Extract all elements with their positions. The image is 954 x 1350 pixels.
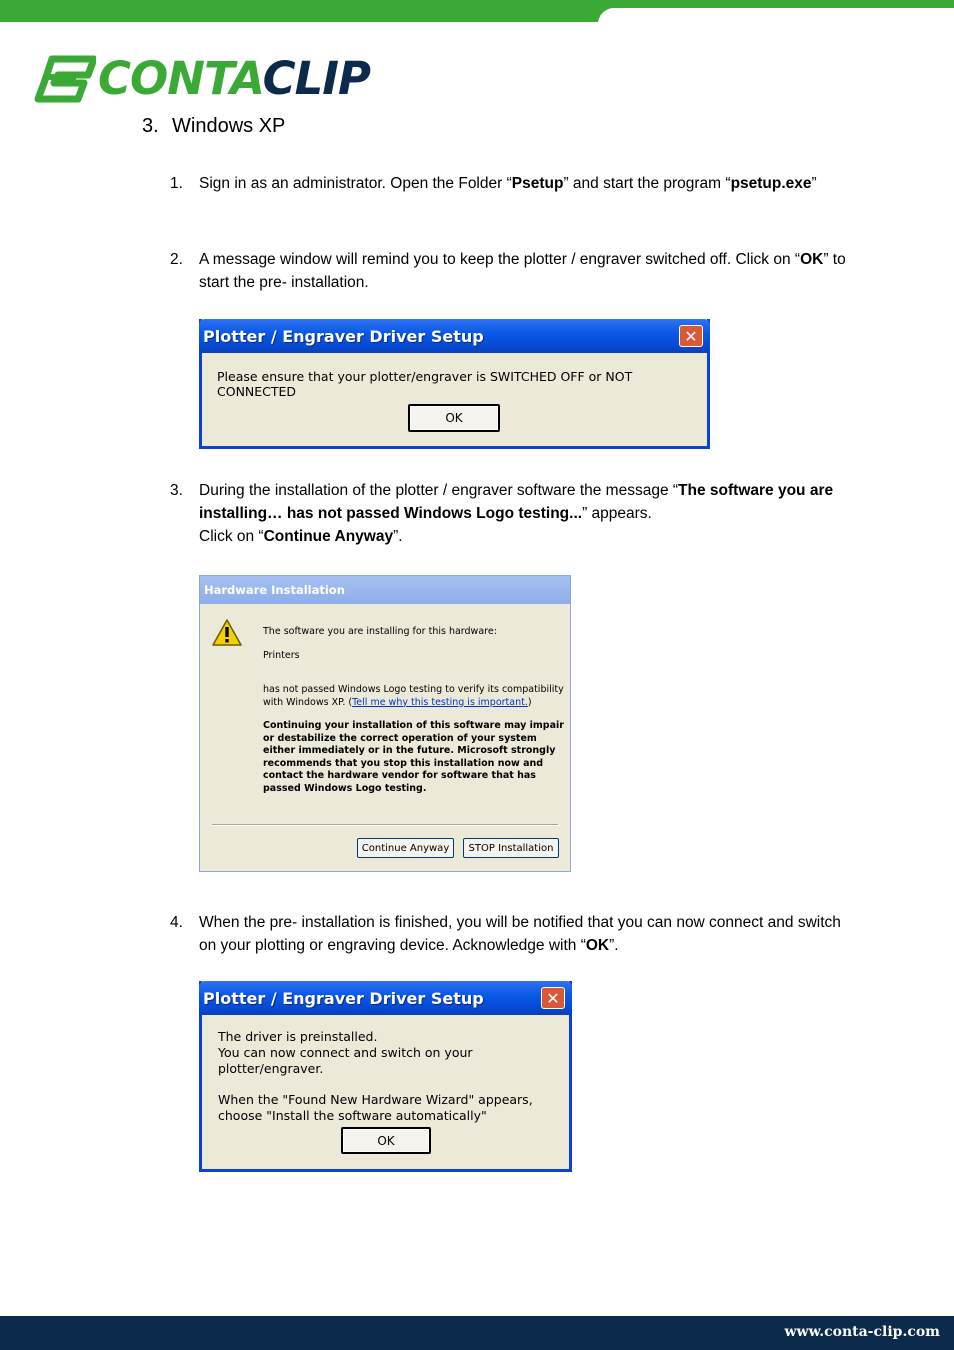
step-3-continue: Continue Anyway bbox=[263, 528, 394, 545]
step-3-text-b: ” appears. bbox=[582, 505, 652, 522]
hw-logo-test-line-2: with Windows XP. ( bbox=[263, 696, 353, 708]
step-number: 3. bbox=[170, 482, 183, 499]
section-title: Windows XP bbox=[172, 115, 286, 137]
step-2-text-b: ” to start the pre- installation. bbox=[199, 251, 846, 291]
hw-warning-line: recommends that you stop this installation now and bbox=[263, 757, 544, 769]
footer-website-url: www.conta-clip.com bbox=[784, 1324, 940, 1340]
hardware-installation-dialog bbox=[199, 575, 571, 872]
hw-intro-text: The software you are installing for this hardware: bbox=[263, 626, 497, 637]
hw-warning-line: either immediately or in the future. Microsoft strongly bbox=[263, 745, 556, 756]
hw-warning-text bbox=[263, 720, 564, 795]
step-text bbox=[199, 479, 850, 548]
step-text bbox=[199, 911, 850, 957]
hw-logo-test-text bbox=[263, 684, 564, 709]
ok-button[interactable]: OK bbox=[408, 404, 500, 432]
message-line: choose "Install the software automatically" bbox=[218, 1108, 487, 1123]
section-number: 3. bbox=[142, 115, 159, 137]
hw-device-name: Printers bbox=[263, 650, 300, 661]
dialog-title: Plotter / Engraver Driver Setup bbox=[203, 326, 484, 346]
dialog-message: Please ensure that your plotter/engraver is SWITCHED OFF or NOT CONNECTED bbox=[217, 369, 633, 399]
ok-button[interactable]: OK bbox=[341, 1127, 431, 1154]
continue-anyway-button[interactable]: Continue Anyway bbox=[357, 838, 454, 858]
dialog-title: Plotter / Engraver Driver Setup bbox=[203, 988, 484, 1008]
step-3-text-d: ”. bbox=[393, 528, 403, 545]
dialog-separator bbox=[212, 824, 558, 826]
conta-clip-logo-mark-icon bbox=[34, 53, 96, 105]
hw-warning-line: passed Windows Logo testing. bbox=[263, 782, 427, 794]
step-1-program-name: psetup.exe bbox=[730, 175, 812, 192]
close-icon[interactable]: ✕ bbox=[541, 987, 565, 1009]
tell-me-why-link[interactable]: Tell me why this testing is important. bbox=[352, 696, 528, 708]
hw-logo-test-line-2-end: ) bbox=[527, 696, 532, 708]
switch-off-dialog bbox=[199, 319, 710, 449]
step-text bbox=[199, 248, 850, 294]
step-4-text-a: When the pre- installation is finished, you will be notified that you can now connect and switch on your plotting or engraving device. Acknowledge with “ bbox=[199, 914, 841, 954]
driver-preinstalled-dialog bbox=[199, 981, 572, 1172]
step-4-text-b: ”. bbox=[609, 937, 619, 954]
message-line: You can now connect and switch on your plotter/engraver. bbox=[218, 1045, 473, 1076]
dialog-message bbox=[218, 1029, 569, 1124]
step-1-folder-name: Psetup bbox=[511, 175, 564, 192]
step-1-text-c: ” bbox=[811, 175, 817, 192]
message-line: The driver is preinstalled. bbox=[218, 1029, 378, 1044]
step-number: 4. bbox=[170, 914, 183, 931]
step-number: 2. bbox=[170, 251, 183, 268]
logo-wordmark bbox=[98, 53, 370, 105]
dialog-title-bar bbox=[199, 319, 710, 353]
hw-logo-test-line-1: has not passed Windows Logo testing to verify its compatibility bbox=[263, 684, 564, 695]
hw-warning-line: or destabilize the correct operation of your system bbox=[263, 732, 537, 744]
step-1-text-b: ” and start the program “ bbox=[563, 175, 731, 192]
step-3-text-c: Click on “ bbox=[199, 528, 264, 545]
footer-bar bbox=[0, 1316, 954, 1350]
header-accent-notch bbox=[598, 8, 954, 24]
stop-installation-button[interactable]: STOP Installation bbox=[463, 838, 559, 858]
step-1 bbox=[170, 172, 850, 195]
step-number: 1. bbox=[170, 175, 183, 192]
hw-warning-line: contact the hardware vendor for software that has bbox=[263, 770, 536, 781]
close-icon[interactable]: ✕ bbox=[679, 325, 703, 347]
dialog-title-bar bbox=[199, 981, 572, 1015]
dialog-title: Hardware Installation bbox=[204, 583, 345, 597]
step-4 bbox=[170, 911, 850, 957]
logo-word-clip: CLIP bbox=[262, 52, 371, 105]
step-1-text-a: Sign in as an administrator. Open the Folder “ bbox=[199, 175, 512, 192]
dialog-title-bar bbox=[200, 576, 570, 604]
step-3 bbox=[170, 479, 850, 548]
conta-clip-logo bbox=[34, 52, 370, 106]
step-3-text-a: During the installation of the plotter / engraver software the message “ bbox=[199, 482, 679, 499]
step-text bbox=[199, 172, 850, 195]
step-3-message: The software you are installing… has not passed Windows Logo testing... bbox=[199, 482, 834, 522]
step-2-ok: OK bbox=[800, 251, 824, 268]
warning-icon bbox=[212, 618, 242, 648]
message-line: When the "Found New Hardware Wizard" appears, bbox=[218, 1092, 533, 1107]
step-4-ok: OK bbox=[585, 937, 610, 954]
step-2 bbox=[170, 248, 850, 294]
hw-warning-line: Continuing your installation of this software may impair bbox=[263, 720, 564, 731]
step-2-text-a: A message window will remind you to keep the plotter / engraver switched off. Click on “ bbox=[199, 251, 801, 268]
logo-word-conta: CONTA bbox=[98, 52, 263, 105]
section-heading bbox=[142, 115, 285, 138]
